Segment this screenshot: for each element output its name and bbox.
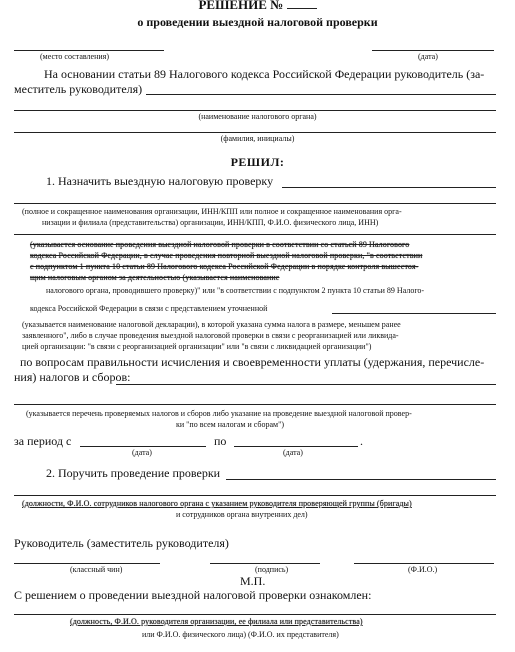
chin-line xyxy=(14,563,160,564)
resolved-heading: РЕШИЛ: xyxy=(230,155,285,169)
questions-1: по вопросам правильности исчисления и своевременности уплаты (удержания, перечисле- xyxy=(20,355,485,369)
taxes-note-1: (указывается перечень проверяемых налогов и сборов либо указание на проведение выездной налоговой провер- xyxy=(26,409,412,418)
basis-note-6: кодекса Российской Федерации в связи с представлением уточненной xyxy=(30,304,268,313)
fio-caption: (Ф.И.О.) xyxy=(408,565,438,574)
date-caption: (дата) xyxy=(418,52,438,61)
period-from-line xyxy=(80,446,206,447)
basis-note-2: кодекса Российской Федерации, в случае проведения повторной выездной налоговой проверки, "в соответствии xyxy=(30,251,423,260)
basis-note-7: (указывается наименование налоговой декларации), в которой указана сумма налога в размере, меньшем ранее xyxy=(22,320,401,329)
surname-caption: (фамилия, инициалы) xyxy=(220,134,295,143)
basis-line-2: меститель руководителя) xyxy=(14,82,143,96)
basis-blank-line xyxy=(146,94,496,95)
assign-note-1: (должности, Ф.И.О. сотрудников налогового органа с указанием руководителя проверяющей группы (бригады) xyxy=(22,499,412,508)
document-subtitle: о проведении выездной налоговой проверки xyxy=(137,15,378,29)
assign-note-2: и сотрудников органа внутренних дел) xyxy=(176,510,308,519)
period-date-caption-2: (дата) xyxy=(283,448,303,457)
organ-caption: (наименование налогового органа) xyxy=(198,112,317,121)
basis-line-1: На основании статьи 89 Налогового кодекса Российской Федерации руководитель (за- xyxy=(44,67,485,81)
signature-caption: (подпись) xyxy=(255,565,289,574)
number-blank xyxy=(287,8,317,9)
signature-line xyxy=(210,563,320,564)
basis-note-1: (указывается основание проведения выездной налоговой проверки в соответствии со статьей 89 Налогового xyxy=(30,240,410,249)
item-2: 2. Поручить проведение проверки xyxy=(46,466,221,480)
chin-caption: (классный чин) xyxy=(70,565,123,574)
assign-line xyxy=(14,495,496,496)
basis-note-5: налогового органа, проводившего проверку)" или "в соответствии с подпунктом 2 пункта 10 статьи 89 Налого- xyxy=(46,286,425,295)
fio-line xyxy=(354,563,494,564)
period-date-caption-1: (дата) xyxy=(132,448,152,457)
item-2-line xyxy=(226,479,496,480)
ack-note-1: (должность, Ф.И.О. руководителя организации, ее филиала или представительства) xyxy=(70,617,363,626)
period-to: по xyxy=(214,434,227,448)
org-note-2: низации и филиала (представительства) организации, ИНН/КПП, Ф.И.О. физического лица, ИНН) xyxy=(42,218,379,227)
period-dot: . xyxy=(360,434,363,448)
date-line xyxy=(372,50,494,51)
basis-note-4: щим налоговым органом за деятельностью (указывается наименование xyxy=(30,273,280,282)
organ-line xyxy=(14,110,496,111)
ack-line xyxy=(14,614,496,615)
period-to-line xyxy=(234,446,358,447)
taxes-note-2: ки "по всем налогам и сборам") xyxy=(176,420,285,429)
period-prefix: за период с xyxy=(14,434,72,448)
document-title xyxy=(0,0,515,13)
ack-note-2: или Ф.И.О. физического лица) (Ф.И.О. их представителя) xyxy=(142,630,339,639)
questions-line xyxy=(116,384,496,385)
org-line xyxy=(14,203,496,204)
place-line xyxy=(14,50,164,51)
head-label: Руководитель (заместитель руководителя) xyxy=(14,536,229,550)
org-note-1: (полное и сокращенное наименования организации, ИНН/КПП или полное и сокращенное наименования орга- xyxy=(22,207,402,216)
acquainted-text: С решением о проведении выездной налоговой проверки ознакомлен: xyxy=(14,588,372,602)
title-text: РЕШЕНИЕ № xyxy=(198,0,284,12)
basis-note-8: заявленного", либо в случае проведения выездной налоговой проверки в связи с реорганизацией или ликвида- xyxy=(22,331,399,340)
basis-note-3: с подпунктом 1 пункта 10 статьи 89 Налогового кодекса Российской Федерации в порядке контроля вышестоя- xyxy=(30,262,419,271)
basis-line-main xyxy=(14,234,496,235)
declaration-line xyxy=(332,313,496,314)
taxes-line xyxy=(14,404,496,405)
place-caption: (место составления) xyxy=(40,52,109,61)
basis-note-9: цией организации: "в связи с реорганизацией организации" или "в связи с ликвидацией организации") xyxy=(22,342,372,351)
surname-line xyxy=(14,132,496,133)
item-1: 1. Назначить выездную налоговую проверку xyxy=(46,174,274,188)
item-1-line xyxy=(282,187,496,188)
questions-2: ния) налогов и сборов: xyxy=(14,370,131,384)
stamp-mark: М.П. xyxy=(240,574,266,588)
